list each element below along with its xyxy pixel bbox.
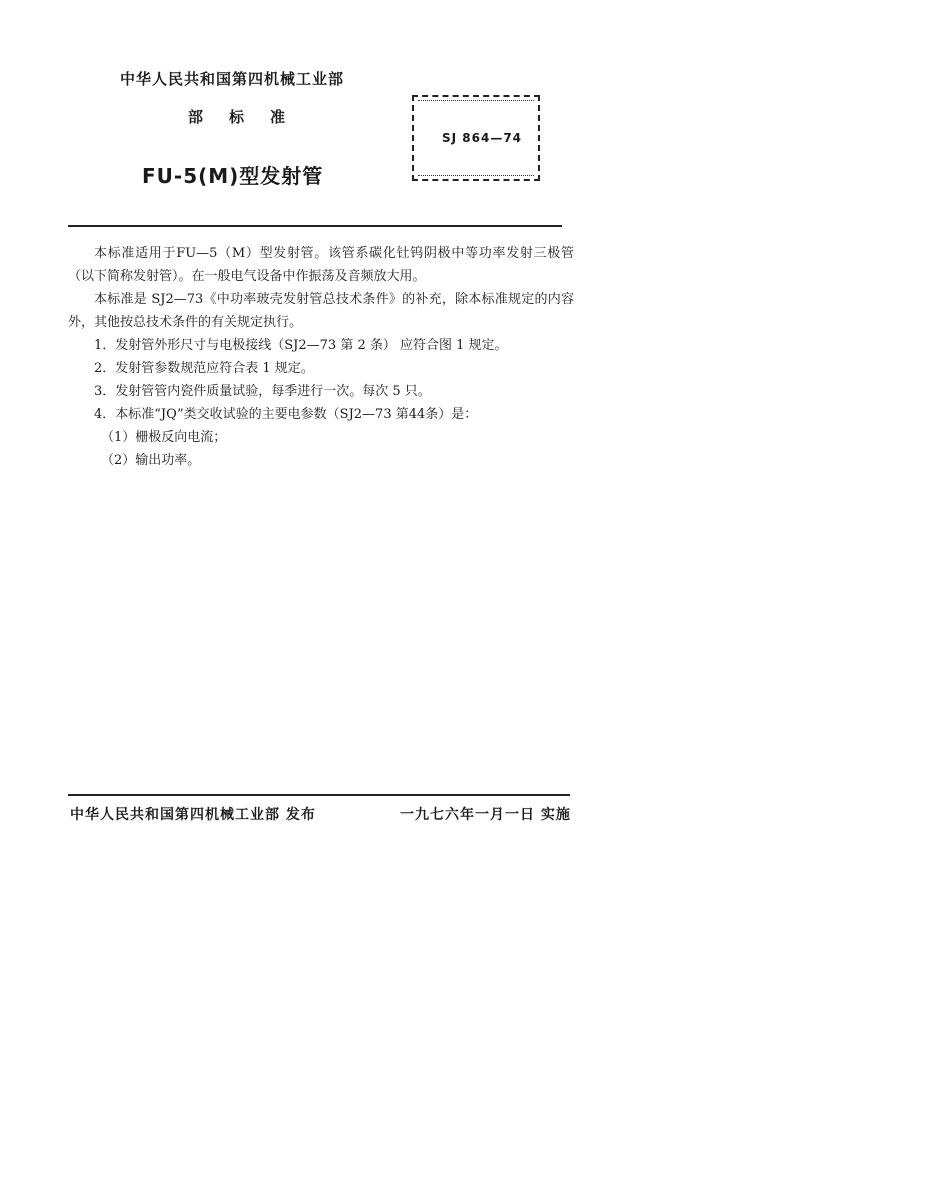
list-item: 3．发射管管内瓷件质量试验，每季进行一次。每次 5 只。	[94, 384, 431, 399]
header-divider	[68, 225, 562, 227]
list-item: 2．发射管参数规范应符合表 1 规定。	[94, 361, 314, 376]
footer-effective-date: 一九七六年一月一日 实施	[400, 807, 571, 823]
sub-item: （2）输出功率。	[101, 453, 201, 468]
footer-publisher: 中华人民共和国第四机械工业部 发布	[70, 807, 316, 823]
paragraph-reference: 本标准是 SJ2—73《中功率玻壳发射管总技术条件》的补充，除本标准规定的内容外，其他按总技术条件的有关规定执行。	[68, 292, 574, 330]
standard-type: 部标准	[188, 108, 312, 126]
sub-item: （1）栅极反向电流；	[101, 430, 227, 445]
footer-divider	[68, 794, 570, 796]
issuing-organization: 中华人民共和国第四机械工业部	[120, 70, 345, 88]
document-body	[68, 242, 574, 472]
paragraph-scope: 本标准适用于FU—5（M）型发射管。该管系碳化钍钨阴极中等功率发射三极管（以下简称发射管）。在一般电气设备中作振荡及音频放大用。	[68, 246, 574, 284]
list-item: 1．发射管外形尺寸与电极接线（SJ2—73 第 2 条） 应符合图 1 规定。	[94, 338, 508, 353]
standard-code: SJ 864—74	[442, 131, 523, 145]
list-item: 4．本标准“JQ”类交收试验的主要电参数（SJ2—73 第44条）是：	[94, 407, 478, 422]
document-title: FU-5(M)型发射管	[142, 164, 324, 188]
